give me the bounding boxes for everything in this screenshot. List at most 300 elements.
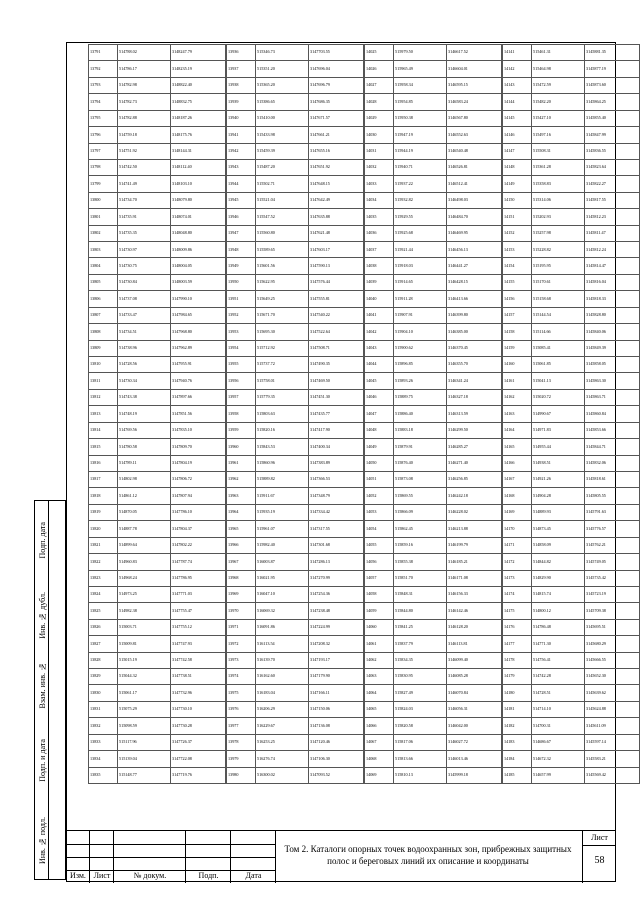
table-row [89, 209, 226, 225]
point-number: 14154 [503, 258, 532, 274]
point-number: 13949 [227, 258, 256, 274]
coord-x: 515911.67 [256, 488, 309, 504]
coord-x: 514730.97 [118, 242, 171, 258]
point-number: 13980 [227, 767, 256, 783]
point-number: 14059 [365, 603, 394, 619]
coord-y: 3145762.21 [585, 537, 640, 553]
table-row [365, 669, 502, 685]
coord-y: 3145877.19 [585, 61, 640, 77]
coord-x: 514789.11 [118, 455, 171, 471]
table-row [89, 127, 226, 143]
point-number: 13975 [227, 685, 256, 701]
point-number: 13948 [227, 242, 256, 258]
coord-y: 3146567.80 [447, 110, 502, 126]
coord-y: 3147984.65 [171, 307, 226, 323]
coord-x: 515889.82 [256, 471, 309, 487]
table-row [365, 422, 502, 438]
coord-y: 3146113.81 [447, 636, 502, 652]
point-number: 13824 [89, 586, 118, 602]
coord-y: 3147508.71 [309, 340, 364, 356]
coord-x: 515820.58 [394, 718, 447, 734]
table-row [89, 242, 226, 258]
coord-y: 3148822.40 [171, 77, 226, 93]
stamp-izm: Изм. [70, 871, 86, 880]
table-row [89, 61, 226, 77]
point-number: 14172 [503, 554, 532, 570]
coord-x: 515889.75 [394, 389, 447, 405]
coord-y: 3148144.31 [171, 143, 226, 159]
point-number: 13833 [89, 734, 118, 750]
point-number: 13811 [89, 373, 118, 389]
point-number: 13951 [227, 291, 256, 307]
point-number: 14155 [503, 274, 532, 290]
table-row [365, 718, 502, 734]
coord-y: 3146228.02 [447, 504, 502, 520]
coord-y: 3147435.77 [309, 406, 364, 422]
point-number: 13799 [89, 176, 118, 192]
table-row [89, 176, 226, 192]
coord-x: 515427.10 [532, 110, 585, 126]
table-row [365, 307, 502, 323]
table-row [89, 751, 226, 767]
point-number: 13820 [89, 521, 118, 537]
coord-x: 514960.83 [118, 554, 171, 570]
coord-x: 514672.32 [532, 751, 585, 767]
point-number: 13825 [89, 603, 118, 619]
coord-x: 515869.55 [394, 488, 447, 504]
coord-x: 515144.54 [532, 307, 585, 323]
coord-y: 3145680.29 [585, 636, 640, 652]
table-row [503, 357, 640, 373]
coord-y: 3145999.18 [447, 767, 502, 783]
coord-x: 515876.40 [394, 455, 447, 471]
coord-y: 3146099.40 [447, 652, 502, 668]
coord-x: 516276.74 [256, 751, 309, 767]
coord-y: 3146128.20 [447, 619, 502, 635]
point-number: 13938 [227, 77, 256, 93]
coord-y: 3148247.79 [171, 45, 226, 61]
coord-y: 3147804.37 [171, 521, 226, 537]
coord-x: 516047.10 [256, 586, 309, 602]
coord-x: 515547.52 [256, 209, 309, 225]
table-row [89, 94, 226, 110]
point-number: 13955 [227, 357, 256, 373]
coord-y: 3148074.01 [171, 209, 226, 225]
table-row [365, 636, 502, 652]
coord-y: 3147590.13 [309, 258, 364, 274]
coord-x: 515813.66 [394, 751, 447, 767]
coord-y: 3146552.63 [447, 127, 502, 143]
point-number: 13972 [227, 636, 256, 652]
coord-x: 515940.71 [394, 159, 447, 175]
coord-x: 516206.29 [256, 701, 309, 717]
coord-x: 515695.30 [256, 324, 309, 340]
table-row [227, 718, 364, 734]
coord-x: 515482.20 [532, 94, 585, 110]
point-number: 14068 [365, 751, 394, 767]
coord-y: 3146484.70 [447, 209, 502, 225]
table-row [89, 767, 226, 783]
table-row [503, 586, 640, 602]
coord-x: 514782.98 [118, 77, 171, 93]
table-row [89, 291, 226, 307]
coord-x: 515497.16 [532, 127, 585, 143]
coord-x: 515834.35 [394, 652, 447, 668]
coord-x: 515866.09 [394, 504, 447, 520]
table-row [503, 504, 640, 520]
point-number: 14176 [503, 619, 532, 635]
point-number: 14175 [503, 603, 532, 619]
coord-x: 515820.16 [256, 422, 309, 438]
table-row [227, 537, 364, 553]
table-row [503, 291, 640, 307]
point-number: 13796 [89, 127, 118, 143]
coord-y: 3146540.48 [447, 143, 502, 159]
point-number: 14036 [365, 225, 394, 241]
coord-y: 3146013.46 [447, 751, 502, 767]
coord-x: 515061.17 [118, 685, 171, 701]
coord-x: 514748.19 [118, 406, 171, 422]
coord-x: 515911.28 [394, 291, 447, 307]
point-number: 14142 [503, 61, 532, 77]
point-number: 13967 [227, 554, 256, 570]
point-number: 14063 [365, 669, 394, 685]
coord-y: 3147990.10 [171, 291, 226, 307]
point-number: 13791 [89, 45, 118, 61]
coord-y: 3146242.18 [447, 488, 502, 504]
table-row [227, 586, 364, 602]
table-row [89, 586, 226, 602]
table-row [365, 537, 502, 553]
stamp-n-dokum: № докум. [133, 871, 167, 880]
point-number: 14160 [503, 357, 532, 373]
coord-x: 514700.31 [532, 718, 585, 734]
coord-x: 515521.04 [256, 192, 309, 208]
table-row [365, 734, 502, 750]
coord-x: 514899.64 [118, 537, 171, 553]
coord-y: 3147400.34 [309, 439, 364, 455]
point-number: 13805 [89, 274, 118, 290]
table-row [227, 340, 364, 356]
coord-x: 515365.20 [256, 77, 309, 93]
coord-y: 3145812.24 [585, 242, 640, 258]
point-number: 14046 [365, 389, 394, 405]
point-number: 14168 [503, 488, 532, 504]
coord-x: 515810.13 [394, 767, 447, 783]
table-row [227, 274, 364, 290]
coord-x: 514955.44 [532, 439, 585, 455]
point-number: 13954 [227, 340, 256, 356]
coord-x: 514741.49 [118, 176, 171, 192]
coord-x: 515139.04 [118, 751, 171, 767]
sheet-number-box [582, 831, 616, 883]
coord-y: 3147648.15 [309, 176, 364, 192]
coord-x: 516021.95 [256, 570, 309, 586]
table-row [365, 504, 502, 520]
coord-x: 515148.77 [118, 767, 171, 783]
sheet-number: 58 [594, 855, 605, 866]
point-number: 14056 [365, 554, 394, 570]
table-row [365, 258, 502, 274]
coord-y: 3146313.59 [447, 406, 502, 422]
coord-y: 3146271.40 [447, 455, 502, 471]
coord-y: 3146469.95 [447, 225, 502, 241]
coords-table-1 [88, 44, 226, 784]
point-number: 13961 [227, 455, 256, 471]
point-number: 14069 [365, 767, 394, 783]
coord-y: 3147786.95 [171, 570, 226, 586]
coord-x: 515827.49 [394, 685, 447, 701]
coord-y: 3145611.09 [585, 718, 640, 734]
coord-y: 3147696.79 [309, 77, 364, 93]
table-row [227, 225, 364, 241]
table-row [89, 504, 226, 520]
coord-y: 3147747.93 [171, 636, 226, 652]
coord-y: 3145873.60 [585, 77, 640, 93]
table-row [89, 521, 226, 537]
table-row [503, 455, 640, 471]
table-row [227, 258, 364, 274]
point-number: 14066 [365, 718, 394, 734]
coord-x: 514738.96 [118, 340, 171, 356]
point-number: 13940 [227, 110, 256, 126]
coord-x: 514734.70 [118, 192, 171, 208]
table-row [89, 636, 226, 652]
point-number: 13810 [89, 357, 118, 373]
point-number: 14141 [503, 45, 532, 61]
stamp-list: Лист [93, 871, 111, 880]
table-row [365, 586, 502, 602]
table-row [89, 570, 226, 586]
table-row [365, 488, 502, 504]
coord-x: 514743.38 [118, 389, 171, 405]
point-number: 13834 [89, 751, 118, 767]
point-number: 13974 [227, 669, 256, 685]
coord-y: 3148235.19 [171, 61, 226, 77]
coords-table-3 [364, 44, 502, 784]
table-row [365, 570, 502, 586]
point-number: 13822 [89, 554, 118, 570]
point-number: 14145 [503, 110, 532, 126]
coord-x: 515958.34 [394, 77, 447, 93]
coord-y: 3146171.08 [447, 570, 502, 586]
coord-x: 515560.80 [256, 225, 309, 241]
table-row [89, 45, 226, 61]
coord-x: 514786.48 [532, 619, 585, 635]
coord-y: 3147451.30 [309, 389, 364, 405]
coord-x: 515712.92 [256, 340, 309, 356]
stamp-data: Дата [245, 871, 262, 880]
point-number: 14052 [365, 488, 394, 504]
coord-y: 3145855.40 [585, 110, 640, 126]
coord-x: 514657.99 [532, 767, 585, 783]
coord-x: 515918.03 [394, 258, 447, 274]
table-row [503, 406, 640, 422]
point-number: 14061 [365, 636, 394, 652]
table-row [227, 701, 364, 717]
coord-y: 3146617.52 [447, 45, 502, 61]
table-row [89, 455, 226, 471]
coord-y: 3146156.33 [447, 586, 502, 602]
coord-y: 3147897.66 [171, 389, 226, 405]
coord-y: 3147655.16 [309, 143, 364, 159]
point-number: 14025 [365, 45, 394, 61]
title-block [66, 830, 616, 882]
table-row [227, 751, 364, 767]
table-row [503, 176, 640, 192]
table-row [89, 307, 226, 323]
table-row [227, 636, 364, 652]
point-number: 14162 [503, 389, 532, 405]
coord-x: 515935.19 [256, 504, 309, 520]
coordinates-grid [88, 44, 614, 784]
point-number: 14055 [365, 537, 394, 553]
coord-x: 516162.60 [256, 669, 309, 685]
point-number: 14146 [503, 127, 532, 143]
table-row [365, 324, 502, 340]
coord-x: 515737.72 [256, 357, 309, 373]
coord-y: 3145832.06 [585, 455, 640, 471]
coord-x: 514734.51 [118, 324, 171, 340]
table-row [227, 619, 364, 635]
coord-y: 3146027.72 [447, 734, 502, 750]
table-row [503, 471, 640, 487]
coord-y: 3147208.32 [309, 636, 364, 652]
table-row [227, 110, 364, 126]
coords-table-2 [226, 44, 364, 784]
coord-y: 3146213.88 [447, 521, 502, 537]
point-number: 13973 [227, 652, 256, 668]
coord-x: 514802.98 [118, 471, 171, 487]
point-number: 13816 [89, 455, 118, 471]
coord-y: 3147286.13 [309, 554, 364, 570]
table-row [365, 225, 502, 241]
point-number: 13793 [89, 77, 118, 93]
binding-margin [0, 0, 66, 904]
table-row [365, 77, 502, 93]
point-number: 14149 [503, 176, 532, 192]
table-row [503, 94, 640, 110]
coord-y: 3147730.10 [171, 701, 226, 717]
point-number: 13815 [89, 439, 118, 455]
point-number: 13968 [227, 570, 256, 586]
table-row [227, 521, 364, 537]
point-number: 14062 [365, 652, 394, 668]
table-row [227, 94, 364, 110]
coord-x: 515841.25 [394, 619, 447, 635]
point-number: 13817 [89, 471, 118, 487]
point-number: 14044 [365, 357, 394, 373]
coord-x: 514938.51 [532, 455, 585, 471]
coord-y: 3147317.55 [309, 521, 364, 537]
coord-y: 3148048.80 [171, 225, 226, 241]
coord-x: 515900.62 [394, 340, 447, 356]
point-number: 14182 [503, 718, 532, 734]
coord-y: 3148112.40 [171, 159, 226, 175]
table-row [503, 159, 640, 175]
coord-y: 3145853.66 [585, 422, 640, 438]
coord-x: 516300.02 [256, 767, 309, 783]
coord-x: 514829.90 [532, 570, 585, 586]
table-row [227, 471, 364, 487]
coord-x: 515461.31 [532, 45, 585, 61]
coord-x: 514735.91 [118, 209, 171, 225]
side-label-podp-i-data: Подп. и дата [36, 720, 49, 800]
coord-x: 514686.67 [532, 734, 585, 750]
coord-x: 514782.88 [118, 110, 171, 126]
coord-x: 514968.24 [118, 570, 171, 586]
point-number: 13953 [227, 324, 256, 340]
table-row [89, 718, 226, 734]
point-number: 13947 [227, 225, 256, 241]
coord-y: 3147755.12 [171, 619, 226, 635]
coord-y: 3147940.76 [171, 373, 226, 389]
point-number: 14171 [503, 537, 532, 553]
coord-y: 3145735.42 [585, 570, 640, 586]
coord-x: 515893.26 [394, 373, 447, 389]
point-number: 13794 [89, 94, 118, 110]
coord-x: 515041.13 [532, 373, 585, 389]
coord-x: 515508.31 [532, 143, 585, 159]
point-number: 14026 [365, 61, 394, 77]
point-number: 14053 [365, 504, 394, 520]
point-number: 14143 [503, 77, 532, 93]
coord-y: 3147755.47 [171, 603, 226, 619]
point-number: 14167 [503, 471, 532, 487]
point-number: 14174 [503, 586, 532, 602]
table-row [503, 554, 640, 570]
point-number: 14163 [503, 406, 532, 422]
coord-y: 3147603.17 [309, 242, 364, 258]
table-row [227, 406, 364, 422]
coord-y: 3147661.21 [309, 127, 364, 143]
point-number: 13941 [227, 127, 256, 143]
coord-x: 515982.40 [256, 537, 309, 553]
coord-y: 3147787.74 [171, 554, 226, 570]
coord-x: 515649.25 [256, 291, 309, 307]
table-row [365, 143, 502, 159]
coord-x: 515075.29 [118, 701, 171, 717]
table-row [365, 389, 502, 405]
coord-x: 514921.26 [532, 471, 585, 487]
coord-y: 3145817.55 [585, 192, 640, 208]
coord-y: 3146413.66 [447, 291, 502, 307]
coord-y: 3147635.88 [309, 209, 364, 225]
coord-y: 3145836.55 [585, 143, 640, 159]
table-row [227, 669, 364, 685]
point-number: 13823 [89, 570, 118, 586]
point-number: 13957 [227, 389, 256, 405]
coord-y: 3147807.94 [171, 488, 226, 504]
coord-y: 3145709.38 [585, 603, 640, 619]
coord-y: 3146370.45 [447, 340, 502, 356]
coord-x: 514751.92 [118, 143, 171, 159]
coord-x: 515954.85 [394, 94, 447, 110]
coord-y: 3147270.99 [309, 570, 364, 586]
coord-x: 515020.72 [532, 389, 585, 405]
table-row [89, 439, 226, 455]
coord-y: 3146512.41 [447, 176, 502, 192]
coord-y: 3146185.21 [447, 554, 502, 570]
coord-x: 515117.96 [118, 734, 171, 750]
table-row [365, 603, 502, 619]
coord-x: 515195.95 [532, 258, 585, 274]
coord-y: 3147238.48 [309, 603, 364, 619]
coord-y: 3147738.51 [171, 669, 226, 685]
point-number: 14032 [365, 159, 394, 175]
table-row [503, 340, 640, 356]
coord-y: 3147555.81 [309, 291, 364, 307]
